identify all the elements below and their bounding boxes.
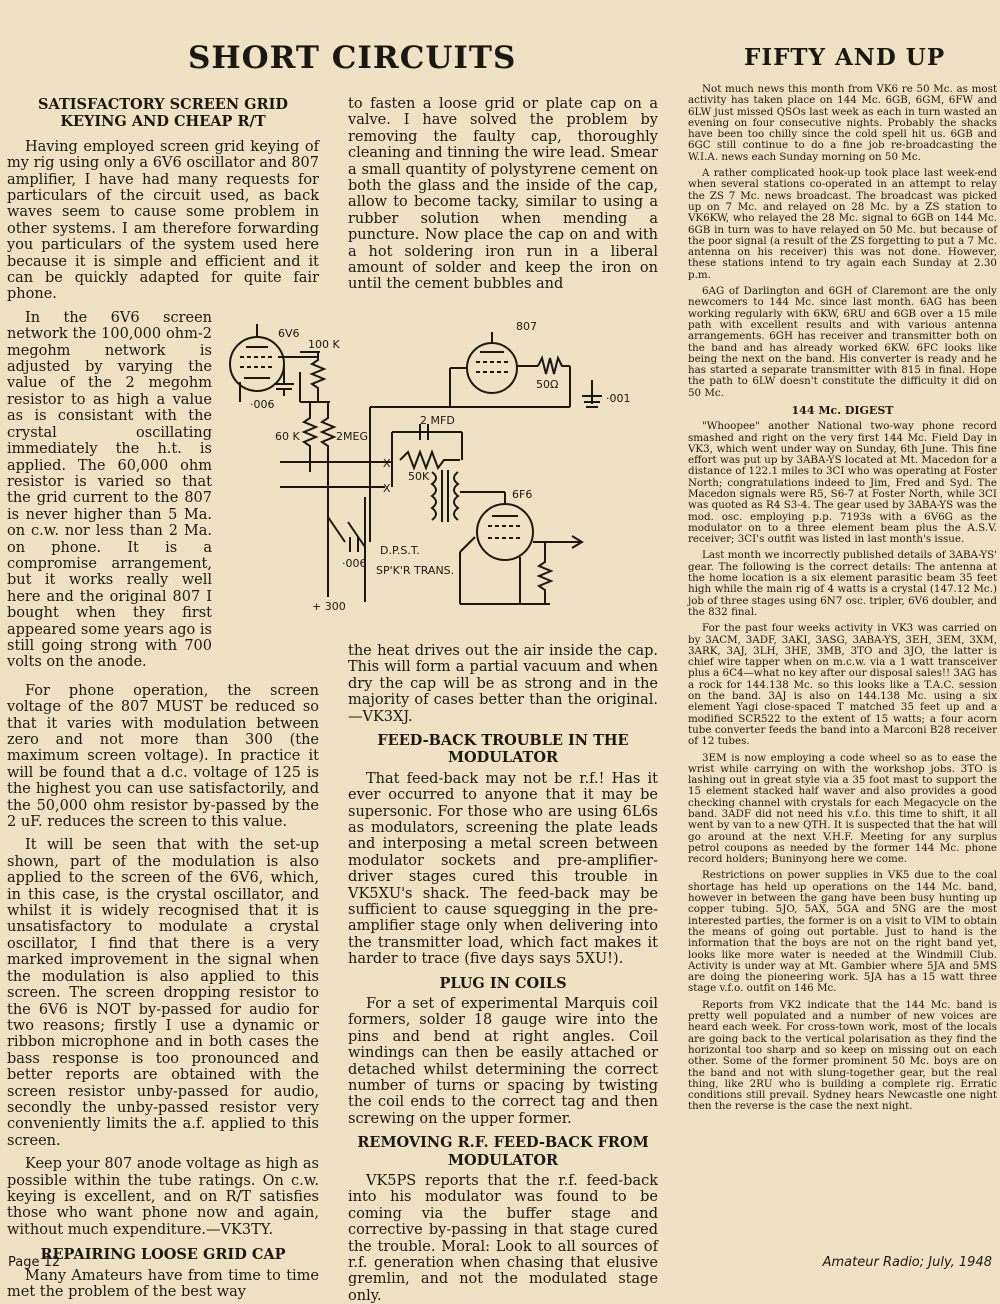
- news-paragraph: Restrictions on power supplies in VK5 due to the coal shortage has held up operations on the 144 Mc. band, however in between the gang have been busy hunting up copper tubing. 5JO, 5AX, 5GA and 5NG are the most interested parties, the former is on a visit to VIM to obtain the means of going out portable. Just to hand is the information that the boys are not on the right band yet, looks like more water is needed at the Windmill Club. Activity is under way at Mt. Gambier where 5JA and 5MS are doing the pioneering work. 5JA has a 15 watt three stage v.f.o. outfit on 146 Mc.: [688, 869, 997, 995]
- label-2mfd: 2 MFD: [420, 414, 455, 427]
- label-x1: X: [383, 457, 391, 470]
- news-paragraph: A rather complicated hook-up took place last week-end when several stations co-operated in an attempt to relay the ZS 7 Mc. news broadcast. The broadcast was picked up on 7 Mc. and relayed on 28 Mc. by a ZS station to VK6KW, who relayed the 28 Mc. signal to 6GB on 144 Mc. 6GB in turn was to have relayed on 50 Mc. but because of the poor signal (a result of the ZS forgetting to put a 7 Mc. antenna on his receiver) this was not done. However, these stations intend to try again each Sunday at 2.30 p.m.: [688, 167, 997, 281]
- article-paragraph: It will be seen that with the set-up shown, part of the modulation is also applied to the screen of the 6V6, which, in this case, is the crystal oscillator, and whilst it is widely recognised that it is unsatisfactory to modulate a crystal oscillator, I find that there is a very marked improvement in the signal when the modulation is also applied to this screen. The screen dropping resistor to the 6V6 is NOT by-passed for audio for two reasons; firstly I use a dynamic or ribbon microphone and in both cases the bass response is too pronounced and better reports are obtained with the screen resistor unby-passed for audio, secondly the unby-passed resistor very conveniently limits the a.f. applied to this screen.: [7, 837, 319, 1149]
- article-paragraph: Keep your 807 anode voltage as high as possible within the tube ratings. On c.w. keying is excellent, and on R/T satisfies those who want phone now and again, without much expenditure.—VK3TY.: [7, 1156, 319, 1238]
- label-plus-300: + 300: [312, 600, 346, 613]
- article-paragraph: That feed-back may not be r.f.! Has it ever occurred to anyone that it may be supersonic. For those who are using 6L6s as modulators, screening the plate leads and interposing a metal screen between modulator sockets and pre-amplifier-driver stages cured this trouble in VK5XU's shack. The feed-back may be sufficient to cause squegging in the pre-amplifier stage only when delivering into the transmitter load, which fact makes it harder to trace (five days says 5XU!).: [348, 770, 658, 968]
- circuit-diagram: [220, 312, 670, 647]
- label-x2: X: [383, 482, 391, 495]
- label-50k: 50K: [408, 470, 430, 483]
- page-number: Page 12: [8, 1255, 61, 1270]
- news-paragraph: 6AG of Darlington and 6GH of Claremont are the only newcomers to 144 Mc. since last month. 6AG has been working regularly with 6KW, 6RU and 6GB over a 15 mile path with excellent results and with various antenna arrangements. 6GH has receiver and transmitter both on the band and has already worked 6KW. 6FC looks like being the next on the band. His converter is ready and he has started a separate transmitter with 815 in final. Hope the path to 6LW doesn't constitute the difficulty it did on 50 Mc.: [688, 285, 997, 399]
- news-paragraph: Reports from VK2 indicate that the 144 Mc. band is pretty well populated and a number of new voices are heard each week. For cross-town work, most of the locals are going back to the vertical polarisation as they find the horizontal too sharp and so keep on missing out on each other. Some of the former prominent 50 Mc. boys are on the band and not with slung-together gear, but the real thing, like 2RU who is building a complete rig. Erratic conditions still prevail. Sydney hears Newcastle one night then the reverse is the case the next night.: [688, 998, 997, 1113]
- article-paragraph: For a set of experimental Marquis coil formers, solder 18 gauge wire into the pins and bend at right angles. Coil windings can then be easily attached or detached whilst determining the correct number of turns or spacing by twisting the coil ends to the correct tag and then screwing on the upper former.: [348, 995, 658, 1127]
- tube-807-symbol: [467, 343, 517, 393]
- article-heading-screen-grid: SATISFACTORY SCREEN GRID KEYING AND CHEAP R/T: [38, 96, 288, 131]
- label-speaker-transformer: SP'K'R TRANS.: [376, 564, 455, 577]
- label-2meg: 2MEG: [336, 430, 368, 443]
- label-50ohm: 50Ω: [536, 378, 559, 391]
- article-paragraph: In the 6V6 screen network the 100,000 ohm-2 megohm network is adjusted by varying the value of the 2 megohm resistor to as high a value as is consistant with the crystal oscillating immediately the h.t. is applied. The 60,000 ohm resistor is varied so that the grid current to the 807 is never higher than 5 Ma. on c.w. nor less than 2 Ma. on phone. It is a compromise arrangement, but it works really well here and the original 807 I bought when they first appeared some years ago is still going strong with 700 volts on the anode.: [7, 309, 212, 671]
- section-heading-144-digest: 144 Mc. DIGEST: [791, 404, 894, 418]
- article-heading-plug-in-coils: PLUG IN COILS: [439, 974, 567, 992]
- label-807: 807: [516, 320, 537, 333]
- article-paragraph: to fasten a loose grid or plate cap on a valve. I have solved the problem by removing the faulty cap, thoroughly cleaning and tinning the wire lead. Smear a small quantity of polystyrene cement on both the glass and the inside of the cap, allow to become tacky, similar to using a rubber solution when mending a puncture. Now place the cap on and with a hot soldering iron run in a liberal amount of solder and keep the iron on until the cement bubbles and: [348, 96, 658, 293]
- article-heading-grid-cap: REPAIRING LOOSE GRID CAP: [40, 1246, 286, 1264]
- article-paragraph: the heat drives out the air inside the cap. This will form a partial vacuum and when dry the cap will be as strong and in the majority of cases better than the original.—VK3XJ.: [348, 642, 658, 725]
- label-60k: 60 K: [275, 430, 300, 443]
- article-heading-feedback: FEED-BACK TROUBLE IN THE MODULATOR: [377, 731, 629, 767]
- label-6v6: 6V6: [278, 327, 300, 340]
- tube-6f6-symbol: [477, 504, 533, 560]
- column-right: [688, 84, 997, 1244]
- article-paragraph: VK5PS reports that the r.f. feed-back into his modulator was found to be coming via the buffer stage and corrective by-passing in that stage cured the trouble. Moral: Look to all sources of r.f. generation when chasing that elusive gremlin, and not the modulated stage only.: [348, 1172, 658, 1304]
- page-title-fifty-and-up: FIFTY AND UP: [744, 44, 946, 71]
- label-006a: ·006: [250, 398, 275, 411]
- news-paragraph: Not much news this month from VK6 re 50 Mc. as most activity has taken place on 144 Mc. 6GB, 6GM, 6FW and 6LW just missed QSOs last week as each in turn wasted an evening on four consecutive nights. Probably the shacks have been too chilly since the cold spell hit us. 6GB and 6GC still continue to do a fine job re-broadcasting the W.I.A. news each Sunday morning on 50 Mc.: [688, 83, 997, 163]
- page-title-short-circuits: SHORT CIRCUITS: [188, 40, 517, 76]
- news-paragraph: Last month we incorrectly published details of 3ABA-YS' gear. The following is the correct details: The antenna at the home location is a six element parasitic beam 35 feet high while the main rig of 4 watts is a crystal (147.12 Mc.) job of three stages using 6N7 osc. tripler, 6V6 doubler, and the 832 final.: [688, 549, 997, 618]
- tube-6v6-symbol: [230, 337, 284, 391]
- label-6f6: 6F6: [512, 488, 533, 501]
- label-100k: 100 K: [308, 338, 340, 351]
- news-paragraph: "Whoopee" another National two-way phone record smashed and right on the very first 144 Mc. Field Day in VK3, which went under way on Sunday, 6th June. This fine effort was put up by 3ABA-YS located at Mt. Macedon for a distance of 122.1 miles to 3CI who was operating at Foster North; congratulations indeed to Jim, Fred and Syd. The Macedon signals were R5, S6-7 at Foster North, while 3CI was quoted as R4 S3-4. The gear used by 3ABA-YS was the mod. osc. employing p.p. 7193s with a 6V6G as the modulator on to a three element beam plus the A.S.V. receiver; 3CI's outfit was listed in last month's issue.: [688, 420, 997, 546]
- news-paragraph: 3EM is now employing a code wheel so as to ease the wrist while carrying on with the workshop jobs. 3TO is lashing out in great style via a 35 foot mast to support the 15 element stacked half waver and also provides a good checking channel with crystals for each Megacycle on the band. 3ADF did not need his v.f.o. this time to shift, it all went by van to a new QTH. It is suspected that the hat will go around at the next V.H.F. Meeting for any surplus petrol coupons as needed by the former 144 Mc. phone record holders; Buninyong here we come.: [688, 751, 997, 866]
- article-paragraph: For phone operation, the screen voltage of the 807 MUST be reduced so that it varies with modulation between zero and not more than 300 (the maximum screen voltage). In practice it will be found that a d.c. voltage of 125 is the highest you can use satisfactorily, and the 50,000 ohm resistor by-passed by the 2 uF. reduces the screen to this value.: [7, 682, 319, 831]
- article-paragraph: Many Amateurs have from time to time met the problem of the best way: [7, 1267, 319, 1300]
- column-middle: [348, 96, 658, 1304]
- news-paragraph: For the past four weeks activity in VK3 was carried on by 3ACM, 3ADF, 3AKI, 3ASG, 3ABA-YS, 3EH, 3EM, 3XM, 3ARK, 3AJ, 3LH, 3HE, 3MB, 3TO and 3JO, the latter is chief wire tapper when on m.c.w. via a 1 watt transceiver plus a 6C4—what no key after our disposal sales!! 3AG has a rock for 144.138 Mc. so this looks like a T.A.C. session on the band. 3AJ is also on 144.138 Mc. using a six element Yagi close-spaced T matched 35 feet up and a modified SCR522 to the extent of 15 watts; a four acorn tube converter feeds the band into a Marconi B28 receiver of 12 tubes.: [688, 622, 997, 748]
- label-006b: ·006: [342, 557, 367, 570]
- label-dpst: D.P.S.T.: [380, 544, 420, 557]
- label-001: ·001: [606, 392, 631, 405]
- article-paragraph: Having employed screen grid keying of my rig using only a 6V6 oscillator and 807 amplifier, I have had many requests for particulars of the circuit used, as back waves seem to cause some problem in other systems. I am therefore forwarding you particulars of the system used here because it is simple and efficient and it can be quickly adapted for quite fair phone.: [7, 138, 319, 303]
- article-heading-rf-feedback: REMOVING R.F. FEED-BACK FROM MODULATOR: [357, 1134, 649, 1169]
- publication-credit: Amateur Radio; July, 1948: [822, 1255, 992, 1270]
